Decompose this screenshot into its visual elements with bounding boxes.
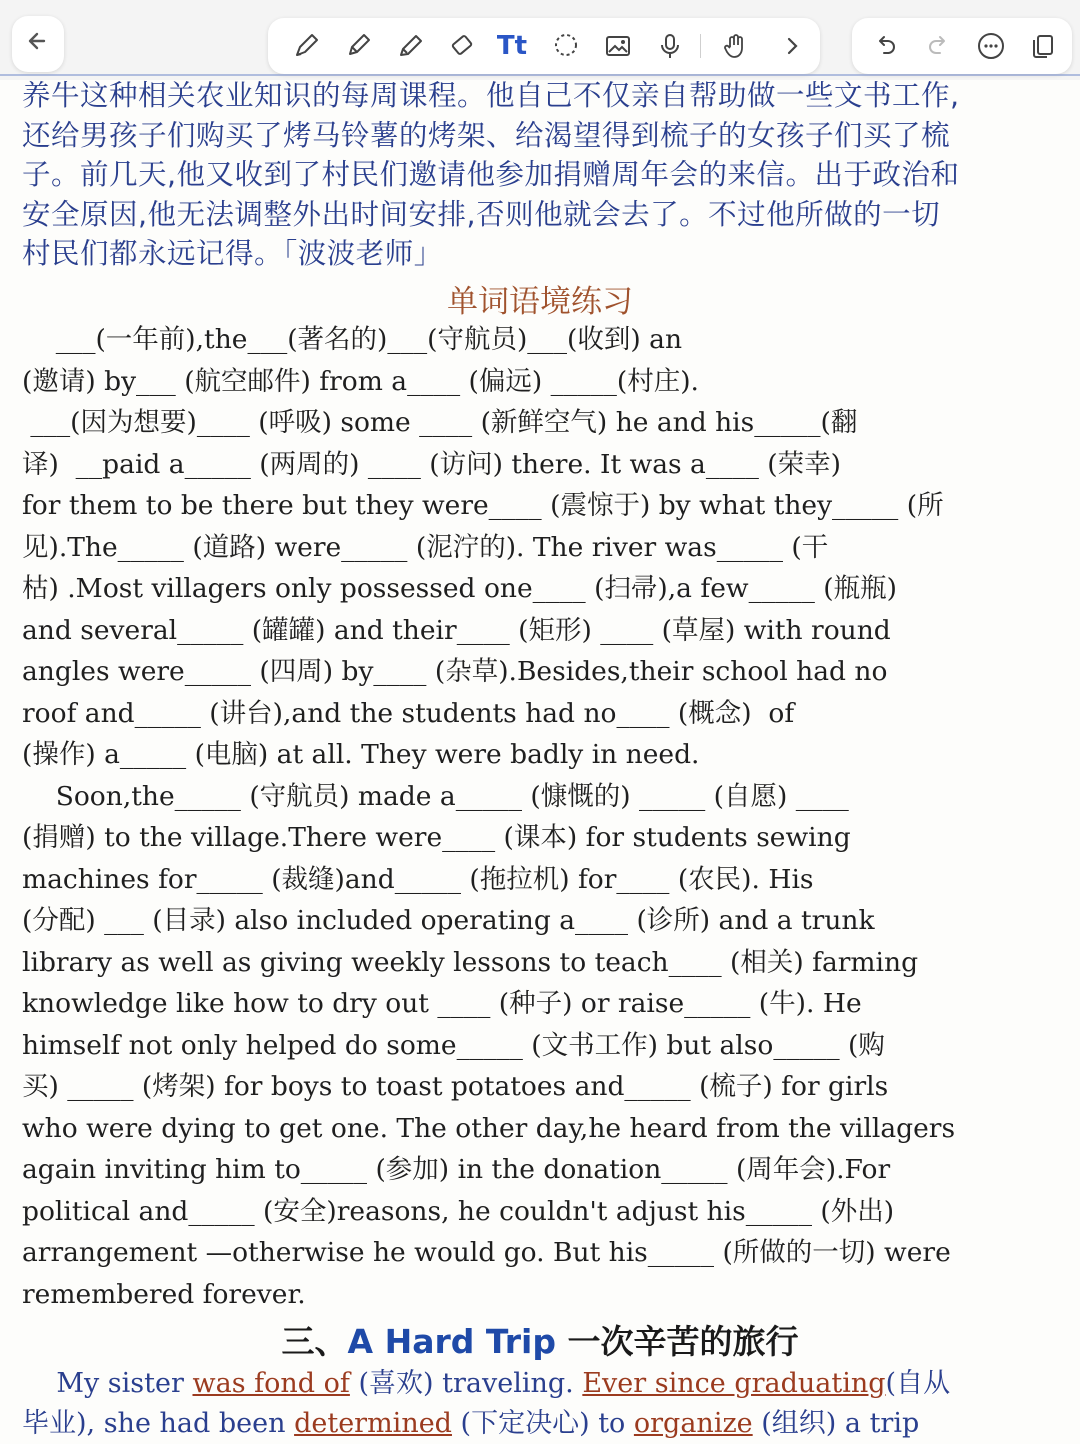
exercise-line: library as well as giving weekly lessons to teach____ (相关) farming xyxy=(22,946,919,978)
key-phrase: was fond of xyxy=(192,1368,350,1399)
story-line xyxy=(22,1364,1072,1404)
exercise-line: 译) __paid a_____ (两周的) ____ (访问) there. It was a____ (荣幸) xyxy=(22,448,841,480)
exercise-line: angles were_____ (四周) by____ (杂草).Besides,their school had no xyxy=(22,656,888,687)
note-page[interactable] xyxy=(0,76,1080,1440)
pen-icon[interactable] xyxy=(288,28,324,64)
text-tool-label: Tt xyxy=(496,31,528,61)
arrow-left-icon xyxy=(24,27,52,62)
chinese-translation-paragraph xyxy=(22,76,1062,274)
exercise-line: political and_____ (安全)reasons, he couldn't adjust his_____ (外出) xyxy=(22,1195,895,1227)
exercise-line: ___(因为想要)____ (呼吸) some ____ (新鲜空气) he and his_____(翻 xyxy=(22,407,858,438)
document-actions-bar xyxy=(852,18,1072,74)
text-tool-icon[interactable] xyxy=(494,28,530,64)
toolbar-divider xyxy=(700,34,701,58)
story-paragraph xyxy=(22,1364,1072,1444)
story-line xyxy=(22,1404,1072,1444)
back-button[interactable] xyxy=(12,16,64,72)
exercise-line: (操作) a_____ (电脑) at all. They were badly in need. xyxy=(22,739,700,770)
story-text: 毕业), she had been xyxy=(22,1408,295,1439)
heading-english: A Hard Trip xyxy=(347,1322,556,1361)
paragraph-line: 子。前几天,他又收到了村民们邀请他参加捐赠周年会的来信。出于政治和 xyxy=(22,158,960,191)
microphone-icon[interactable] xyxy=(652,28,688,64)
heading-chinese: 一次辛苦的旅行 xyxy=(567,1322,799,1361)
exercise-line: machines for_____ (裁缝)and_____ (拖拉机) for____ (农民). His xyxy=(22,863,814,895)
highlighter-icon[interactable] xyxy=(340,28,376,64)
exercise-line: knowledge like how to dry out ____ (种子) or raise_____ (牛). He xyxy=(22,988,862,1019)
paragraph-line: 安全原因,他无法调整外出时间安排,否则他就会去了。不过他所做的一切 xyxy=(22,197,941,231)
exercise-line: again inviting him to_____ (参加) in the donation_____ (周年会).For xyxy=(22,1154,891,1185)
key-phrase: organize xyxy=(633,1408,753,1439)
exercise-line: 买) _____ (烤架) for boys to toast potatoes and_____ (梳子) for girls xyxy=(22,1071,889,1102)
story-text: (组织) a trip xyxy=(752,1408,920,1439)
exercise-line: for them to be there but they were____ (震惊于) by what they_____ (所 xyxy=(22,490,944,521)
key-phrase: determined xyxy=(294,1408,452,1439)
pages-icon[interactable] xyxy=(1026,29,1060,63)
exercise-line: (捐赠) to the village.There were____ (课本) for students sewing xyxy=(22,822,851,853)
vocabulary-exercise xyxy=(22,319,1072,1315)
exercise-line: himself not only helped do some_____ (文书工作) but also_____ (购 xyxy=(22,1029,885,1061)
heading-number: 三、 xyxy=(281,1322,348,1361)
marker-icon[interactable] xyxy=(392,28,428,64)
exercise-line: 见).The_____ (道路) were_____ (泥泞的). The river was_____ (干 xyxy=(22,531,829,563)
story-text: (自从 xyxy=(885,1368,951,1399)
section-title: 单词语境练习 xyxy=(447,284,633,320)
story-text: (下定决心) to xyxy=(451,1408,634,1439)
exercise-line: (邀请) by___ (航空邮件) from a____ (偏远) _____(村庄). xyxy=(22,365,699,397)
section-heading xyxy=(0,1316,1080,1363)
drawing-tools-bar xyxy=(268,18,820,74)
image-icon[interactable] xyxy=(600,28,636,64)
more-icon[interactable] xyxy=(974,29,1008,63)
exercise-line: ___(一年前),the___(著名的)___(守航员)___(收到) an xyxy=(22,324,683,355)
key-phrase: Ever since graduating xyxy=(582,1368,886,1399)
story-text: (喜欢) traveling. xyxy=(349,1368,583,1399)
story-text: My sister xyxy=(22,1368,193,1399)
eraser-icon[interactable] xyxy=(444,28,480,64)
exercise-line: remembered forever. xyxy=(22,1278,306,1310)
exercise-line: who were dying to get one. The other day,he heard from the villagers xyxy=(22,1112,956,1144)
gesture-hand-icon[interactable] xyxy=(718,28,754,64)
exercise-line: (分配) ___ (目录) also included operating a____ (诊所) and a trunk xyxy=(22,905,875,936)
paragraph-line: 村民们都永远记得。「波波老师」 xyxy=(22,237,443,270)
exercise-line: Soon,the_____ (守航员) made a_____ (慷慨的) _____ (自愿) ____ xyxy=(22,780,849,812)
exercise-line: arrangement —otherwise he would go. But his_____ (所做的一切) were xyxy=(22,1237,951,1268)
exercise-line: roof and_____ (讲台),and the students had no____ (概念) of xyxy=(22,697,795,729)
paragraph-line: 养牛这种相关农业知识的每周课程。他自己不仅亲自帮助做一些文书工作, xyxy=(22,79,960,112)
chevron-right-icon[interactable] xyxy=(774,28,810,64)
exercise-line: and several_____ (罐罐) and their____ (矩形) ____ (草屋) with round xyxy=(22,614,891,646)
exercise-line: 枯) .Most villagers only possessed one____ (扫帚),a few_____ (瓶瓶) xyxy=(22,573,897,604)
paragraph-line: 还给男孩子们购买了烤马铃薯的烤架、给渴望得到梳子的女孩子们买了梳 xyxy=(22,118,951,152)
undo-icon[interactable] xyxy=(868,29,902,63)
redo-icon[interactable] xyxy=(922,29,956,63)
lasso-icon[interactable] xyxy=(548,28,584,64)
toolbar xyxy=(0,0,1080,80)
